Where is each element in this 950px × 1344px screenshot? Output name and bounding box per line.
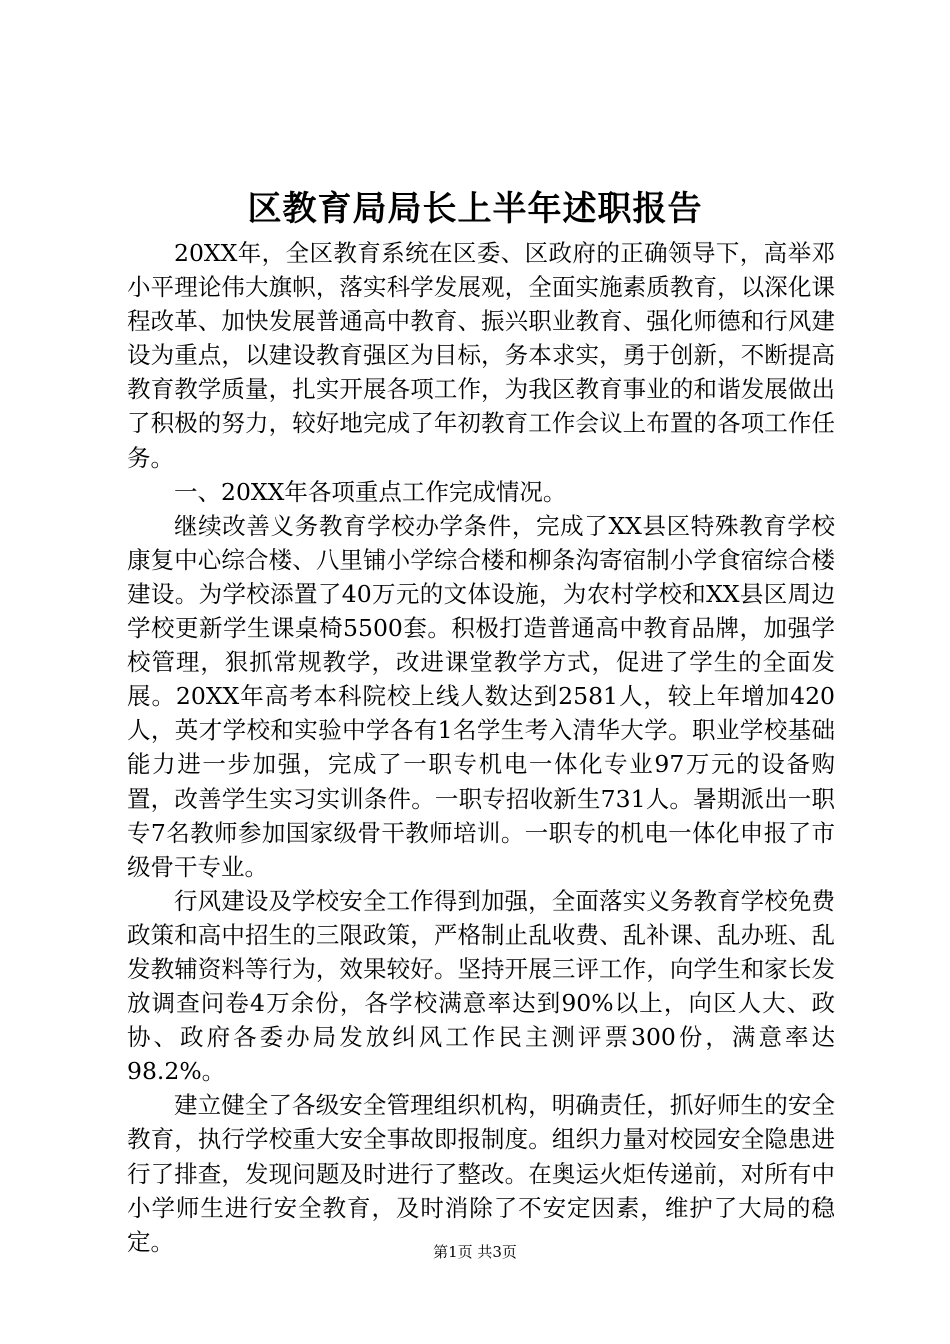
document-title: 区教育局局长上半年述职报告 (247, 189, 703, 229)
paragraph-conduct: 行风建设及学校安全工作得到加强，全面落实义务教育学校免费政策和高中招生的三限政策，严格制止乱收费、乱补课、乱办班、乱发教辅资料等行为，效果较好。坚持开展三评工作，向学生和家长发放调查问卷4万余份，各学校满意率达到90%以上，向区人大、政协、政府各委办局发放纠风工作民主测评票300份，满意率达98.2%。 (127, 886, 835, 1086)
document-body (127, 236, 835, 1259)
paragraph-safety: 建立健全了各级安全管理组织机构，明确责任，抓好师生的安全教育，执行学校重大安全事故即报制度。组织力量对校园安全隐患进行了排查，发现问题及时进行了整改。在奥运火炬传递前，对所有中小学师生进行安全教育，及时消除了不安定因素，维护了大局的稳定。 (127, 1091, 835, 1256)
paragraph-intro: 20XX年，全区教育系统在区委、区政府的正确领导下，高举邓小平理论伟大旗帜，落实科学发展观，全面实施素质教育，以深化课程改革、加快发展普通高中教育、振兴职业教育、强化师德和行风建设为重点，以建设教育强区为目标，务本求实，勇于创新，不断提高教育教学质量，扎实开展各项工作，为我区教育事业的和谐发展做出了积极的努力，较好地完成了年初教育工作会议上布置的各项工作任务。 (127, 239, 835, 472)
section-heading: 一、20XX年各项重点工作完成情况。 (174, 477, 567, 506)
page-number-footer: 第1页 共3页 (433, 1243, 517, 1261)
paragraph-facilities: 继续改善义务教育学校办学条件，完成了XX县区特殊教育学校康复中心综合楼、八里铺小学综合楼和柳条沟寄宿制小学食宿综合楼建设。为学校添置了40万元的文体设施，为农村学校和XX县区周边学校更新学生课桌椅5500套。积极打造普通高中教育品牌，加强学校管理，狠抓常规教学，改进课堂教学方式，促进了学生的全面发展。20XX年高考本科院校上线人数达到2581人，较上年增加420人，英才学校和实验中学各有1名学生考入清华大学。职业学校基础能力进一步加强，完成了一职专机电一体化专业97万元的设备购置，改善学生实习实训条件。一职专招收新生731人。暑期派出一职专7名教师参加国家级骨干教师培训。一职专的机电一体化申报了市级骨干专业。 (127, 511, 835, 881)
